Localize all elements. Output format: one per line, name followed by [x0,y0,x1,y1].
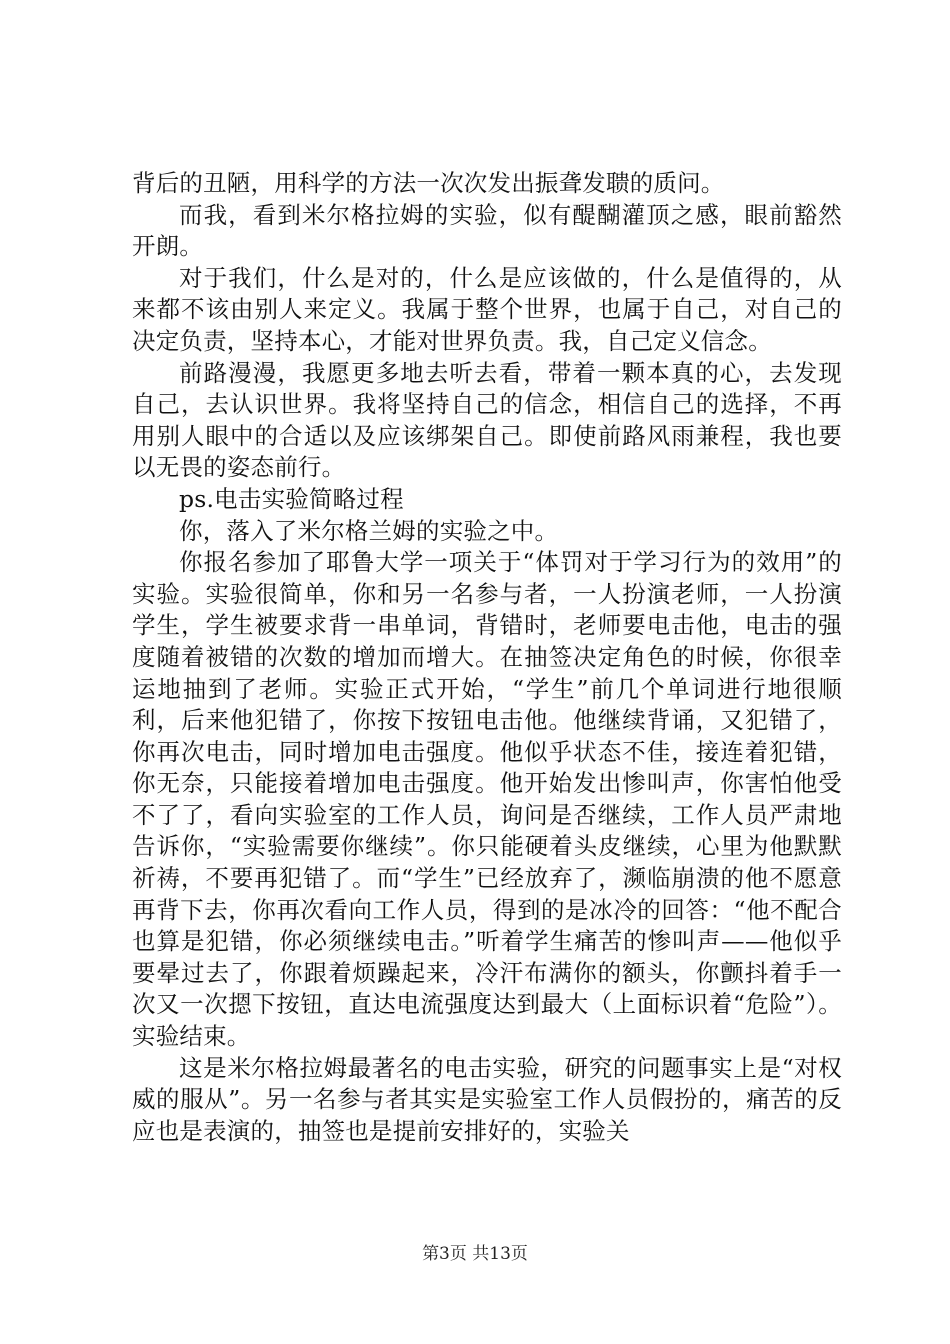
paragraph-explanation: 这是米尔格拉姆最著名的电击实验，研究的问题事实上是“对权威的服从”。另一名参与者其实是实验室工作人员假扮的，痛苦的反应也是表演的，抽签也是提前安排好的，实验关 [132,1053,842,1145]
paragraph-epiphany: 而我，看到米尔格拉姆的实验，似有醍醐灌顶之感，眼前豁然开朗。 [132,200,842,261]
document-body [132,168,842,1147]
paragraph-intro: 你，落入了米尔格兰姆的实验之中。 [179,516,559,545]
paragraph-continuation: 背后的丑陋，用科学的方法一次次发出振聋发聩的质问。 [132,169,725,197]
page-footer: 第3页 共13页 [422,1244,528,1264]
paragraph-ps-heading: ps.电击实验简略过程 [179,484,404,513]
paragraph-experiment-narrative: 你报名参加了耶鲁大学一项关于“体罚对于学习行为的效用”的实验。实验很简单，你和另一名参与者，一人扮演老师，一人扮演学生，学生被要求背一串单词，背错时，老师要电击他，电击的强度随着被错的次数的增加而增大。在抽签决定角色的时候，你很幸运地抽到了老师。实验正式开始，“学生”前几个单词进行地很顺利，后来他犯错了，你按下按钮电击他。他继续背诵，又犯错了，你再次电击，同时增加电击强度。他似乎状态不佳，接连着犯错，你无奈，只能接着增加电击强度。他开始发出惨叫声，你害怕他受不了了，看向实验室的工作人员，询问是否继续，工作人员严肃地告诉你，“实验需要你继续”。你只能硬着头皮继续，心里为他默默祈祷，不要再犯错了。而“学生”已经放弃了，濒临崩溃的他不愿意再背下去，你再次看向工作人员，得到的是冰冷的回答：“他不配合也算是犯错，你必须继续电击。”听着学生痛苦的惨叫声——他似乎要晕过去了，你跟着烦躁起来，冷汗布满你的额头，你颤抖着手一次又一次摁下按钮，直达电流强度达到最大（上面标识着“危险”）。实验结束。 [132,548,842,1051]
paragraph-self-definition: 对于我们，什么是对的，什么是应该做的，什么是值得的，从来都不该由别人来定义。我属于整个世界，也属于自己，对自己的决定负责，坚持本心，才能对世界负责。我，自己定义信念。 [132,263,842,355]
paragraph-road-ahead: 前路漫漫，我愿更多地去听去看，带着一颗本真的心，去发现自己，去认识世界。我将坚持自己的信念，相信自己的选择，不再用别人眼中的合适以及应该绑架自己。即使前路风雨兼程，我也要以无畏的姿态前行。 [132,358,842,482]
